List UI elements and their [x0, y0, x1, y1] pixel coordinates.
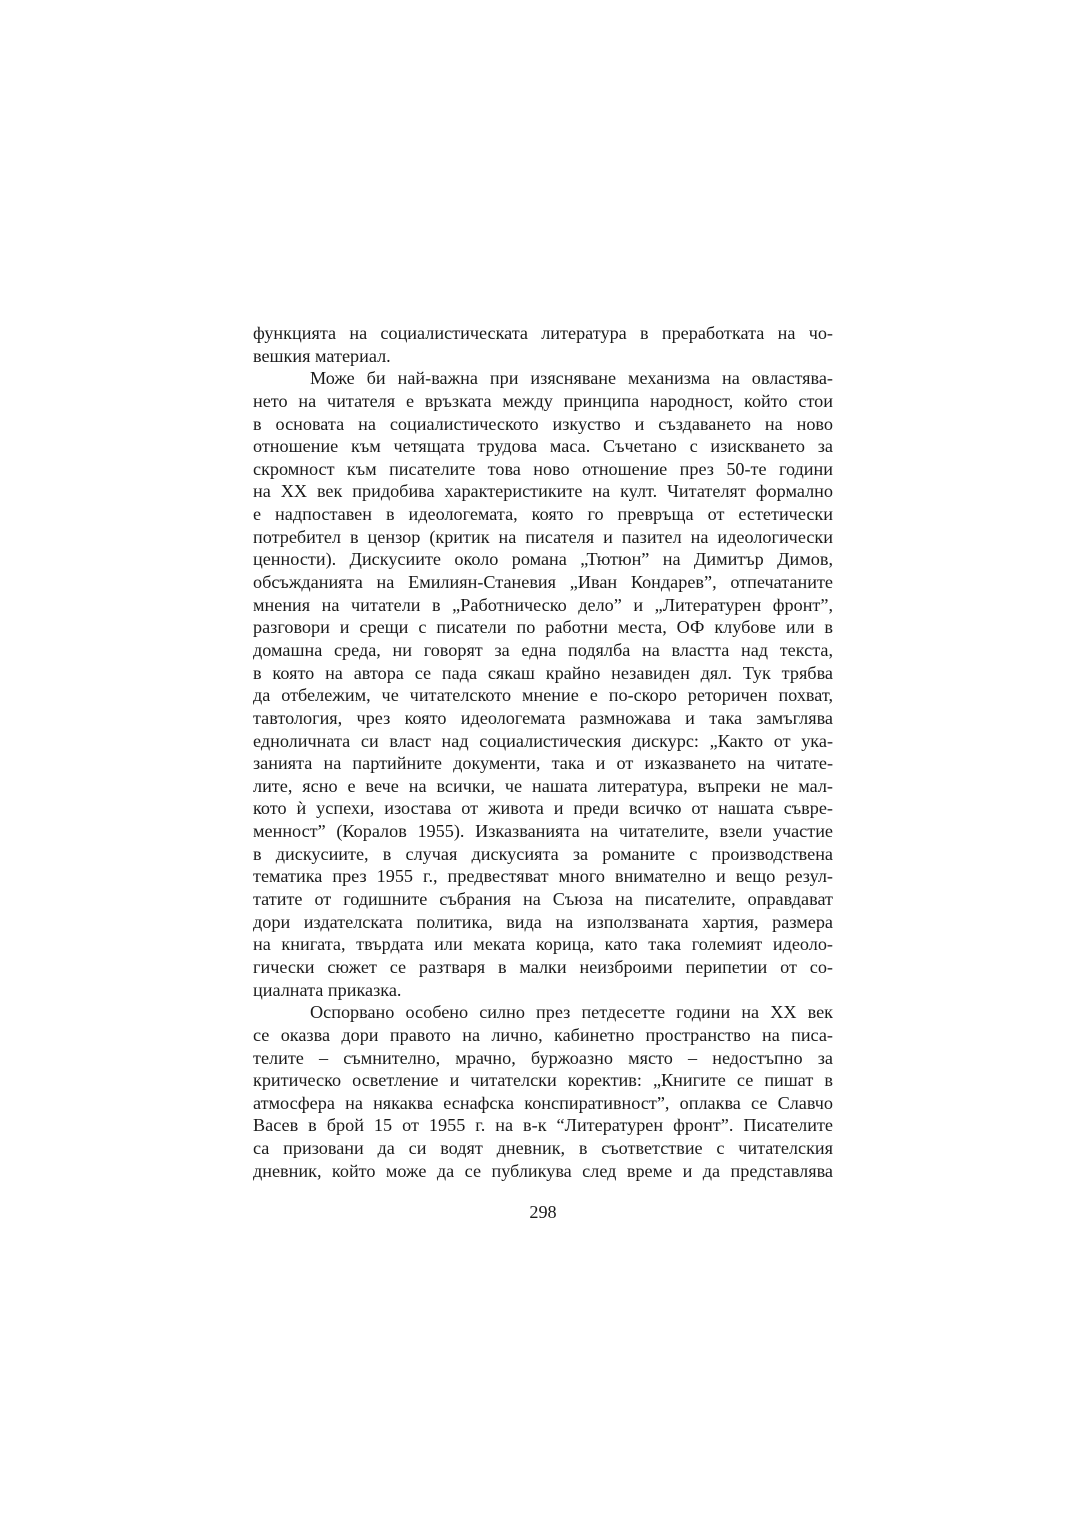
text-line: потребител в цензор (критик на писателя и пазител на идеологически	[253, 526, 833, 547]
text-line: циалната приказка.	[253, 979, 402, 1000]
text-line: да отбележим, че читателското мнение е по-скоро реторичен похват,	[253, 685, 833, 706]
text-line: нето на читателя е връзката между принципа народност, който стои	[253, 390, 833, 411]
text-line: на книгата, твърдата или меката корица, като така големият идеоло-	[253, 934, 833, 955]
text-line: тавтология, чрез която идеологемата размножава и така замъглява	[253, 707, 833, 728]
text-line: в която на автора се пада сякаш крайно незавиден дял. Тук трябва	[253, 662, 833, 683]
text-line: занията на партийните документи, така и от изказването на читате-	[253, 753, 833, 774]
text-line: в дискусиите, в случая дискусията за романите с производствена	[253, 843, 833, 864]
paragraph-start-line: Може би най-важна при изясняване механизма на овластява-	[310, 368, 833, 389]
text-line: тематика през 1955 г., предвестяват много внимателно и вещо резул-	[253, 866, 833, 887]
text-line: в основата на социалистическото изкуство и създаването на ново	[253, 413, 833, 434]
text-line: ценности). Дискусиите около романа „Тютюн” на Димитър Димов,	[253, 549, 833, 570]
text-line: скромност към писателите това ново отношение през 50-те години	[253, 458, 833, 479]
text-line: домашна среда, ни говорят за една подялба на властта над текста,	[253, 639, 833, 660]
text-line: дори издателската политика, вида на използваната хартия, размера	[253, 911, 833, 932]
text-line: татите от годишните събрания на Съюза на писателите, оправдават	[253, 889, 833, 910]
text-line: критическо осветление и читателски коректив: „Книгите се пишат в	[253, 1070, 833, 1091]
text-line: отношение към четящата трудова маса. Съчетано с изискването за	[253, 436, 833, 457]
text-line: е надпоставен в идеологемата, която го превръща от естетически	[253, 504, 833, 525]
text-line: кото ѝ успехи, изостава от живота и преди всичко от нашата съвре-	[253, 798, 833, 819]
text-line: разговори и срещи с писатели по работни места, ОФ клубове или в	[253, 617, 833, 638]
text-line: са призовани да си водят дневник, в съответствие с читателския	[253, 1138, 833, 1159]
text-line: дневник, който може да се публикува след време и да представлява	[253, 1160, 833, 1181]
body-text	[253, 322, 833, 1182]
text-line: едноличната си власт над социалистическия дискурс: „Както от ука-	[253, 730, 833, 751]
text-line: атмосфера на някаква еснафска конспиративност”, оплаква се Славчо	[253, 1092, 833, 1113]
text-line: гически сюжет се разтваря в малки неизброими перипетии от со-	[253, 956, 833, 977]
text-line: телите – съмнително, мрачно, буржоазно място – недостъпно за	[253, 1047, 833, 1068]
text-line: менност” (Коралов 1955). Изказванията на читателите, взели участие	[253, 821, 833, 842]
text-line: функцията на социалистическата литература в преработката на чо-	[253, 323, 833, 343]
text-line: вешкия материал.	[253, 345, 391, 366]
text-line: Васев в брой 15 от 1955 г. на в-к “Литературен фронт”. Писателите	[253, 1115, 833, 1136]
page-number: 298	[529, 1202, 557, 1222]
text-line: на XX век придобива характеристиките на култ. Читателят формално	[253, 481, 833, 502]
text-line: обсъжданията на Емилиян-Станевия „Иван Кондарев”, отпечатаните	[253, 572, 833, 593]
paragraph-start-line: Оспорвано особено силно през петдесетте години на XX век	[310, 1002, 833, 1023]
text-line: мнения на читатели в „Работническо дело” и „Литературен фронт”,	[253, 594, 833, 615]
text-line: се оказва дори правото на лично, кабинетно пространство на писа-	[253, 1024, 833, 1045]
text-line: лите, ясно е вече на всички, че нашата литература, въпреки не мал-	[253, 775, 833, 796]
